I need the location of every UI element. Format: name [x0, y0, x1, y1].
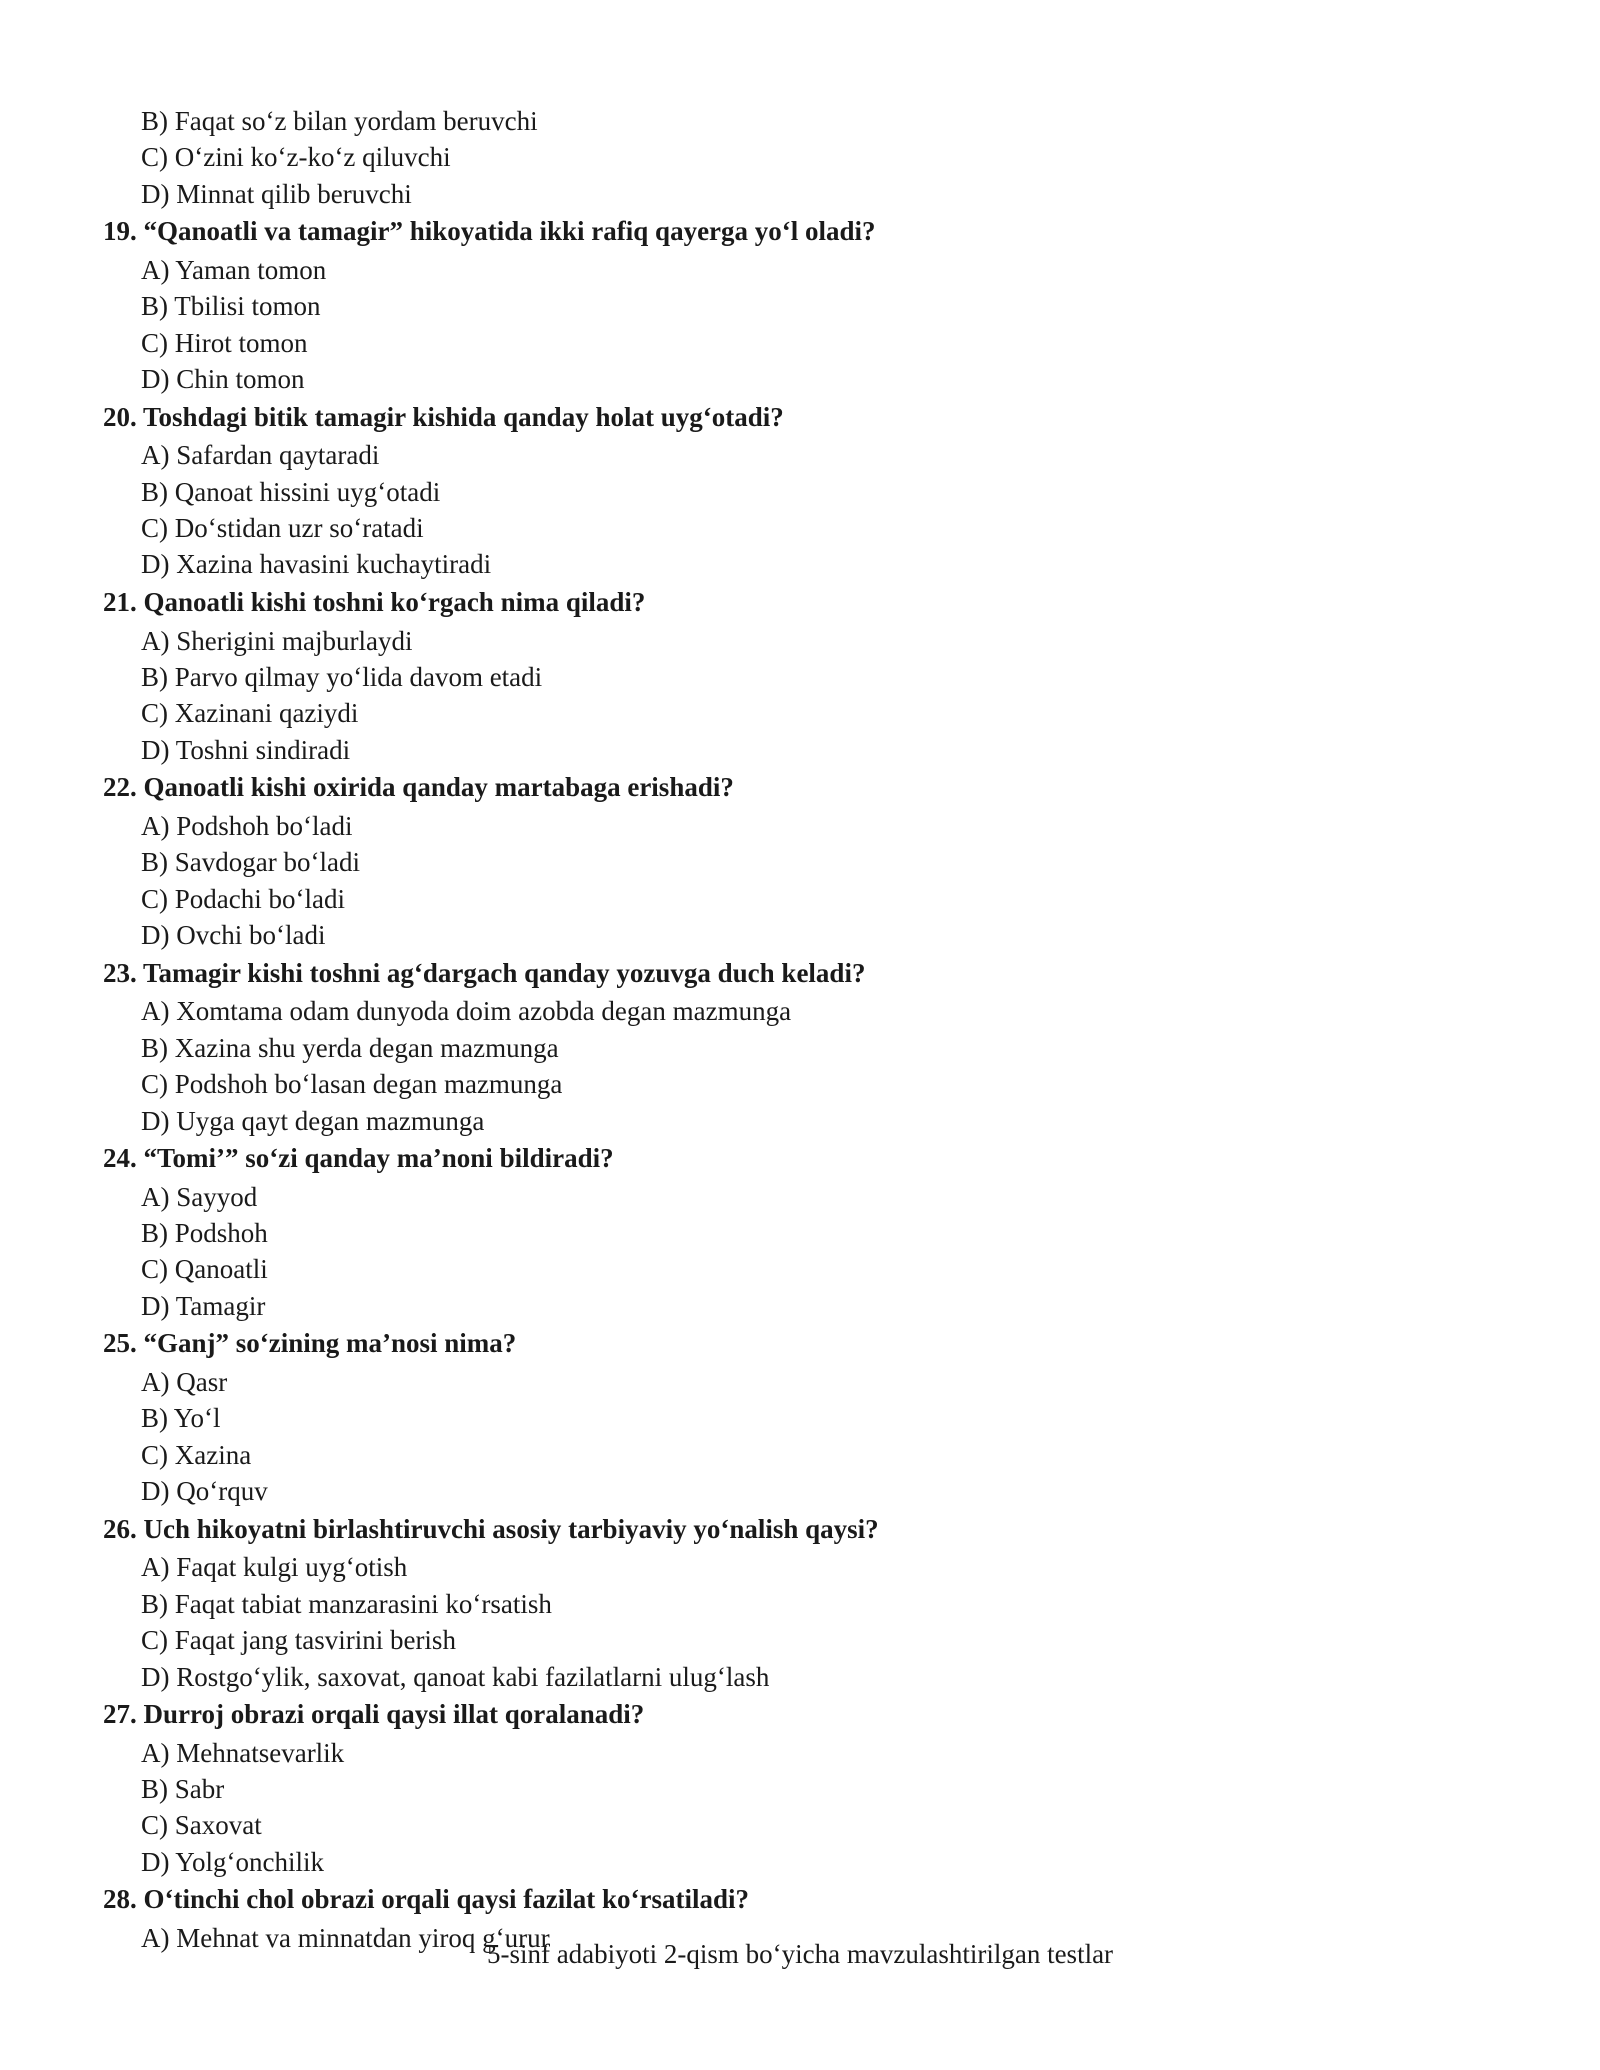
answer-option: D) Qo‘rquv: [141, 1476, 268, 1507]
question-number: 26.: [103, 1513, 137, 1544]
question-block: [103, 1696, 1523, 1880]
question-text: Qanoatli kishi oxirida qanday martabaga erishadi?: [143, 772, 734, 803]
question-number: 25.: [103, 1328, 137, 1359]
answer-option: D) Ovchi bo‘ladi: [141, 920, 326, 951]
question-text: Durroj obrazi orqali qaysi illat qoralanadi?: [143, 1698, 645, 1729]
question-heading: [103, 1881, 1523, 1917]
question-block: [103, 1140, 1523, 1324]
question-list: [103, 213, 1523, 1956]
answer-option: D) Chin tomon: [141, 364, 305, 395]
answer-option: B) Faqat so‘z bilan yordam beruvchi: [141, 106, 538, 136]
answer-option: B) Yo‘l: [141, 1403, 221, 1434]
question-text: Uch hikoyatni birlashtiruvchi asosiy tarbiyaviy yo‘nalish qaysi?: [143, 1513, 879, 1544]
answer-option: C) Podachi bo‘ladi: [141, 883, 345, 914]
answer-option: C) Hirot tomon: [141, 327, 308, 358]
answer-option: B) Xazina shu yerda degan mazmunga: [141, 1032, 559, 1063]
answer-option: A) Xomtama odam dunyoda doim azobda degan mazmunga: [141, 996, 792, 1027]
question-heading: [103, 399, 1523, 435]
question-text: Qanoatli kishi toshni ko‘rgach nima qiladi?: [143, 586, 646, 617]
answer-option: B) Sabr: [141, 1774, 225, 1805]
answer-option: A) Mehnatsevarlik: [141, 1737, 345, 1768]
answer-option: A) Yaman tomon: [141, 254, 327, 285]
question-block: [103, 769, 1523, 953]
question-heading: [103, 1696, 1523, 1732]
answer-option: B) Tbilisi tomon: [141, 291, 321, 322]
answer-option: D) Tamagir: [141, 1290, 266, 1321]
answer-option: A) Sayyod: [141, 1181, 258, 1212]
question-number: 28.: [103, 1884, 137, 1915]
answer-option: A) Qasr: [141, 1367, 228, 1398]
question-text: “Tomi’” so‘zi qanday ma’noni bildiradi?: [143, 1142, 614, 1173]
answer-option: D) Toshni sindiradi: [141, 734, 351, 765]
answer-option: B) Savdogar bo‘ladi: [141, 847, 360, 878]
answer-option: B) Qanoat hissini uyg‘otadi: [141, 476, 441, 507]
test-content: [103, 103, 1523, 1956]
answer-option: D) Yolg‘onchilik: [141, 1846, 325, 1877]
question-number: 23.: [103, 957, 137, 988]
answer-option: C) Podshoh bo‘lasan degan mazmunga: [141, 1069, 563, 1100]
question-heading: [103, 584, 1523, 620]
question-number: 20.: [103, 401, 137, 432]
question-heading: [103, 1325, 1523, 1361]
page-footer: 5-sinf adabiyoti 2-qism bo‘yicha mavzulashtirilgan testlar: [486, 1939, 1114, 1969]
question-heading: [103, 213, 1523, 249]
question-block: [103, 1511, 1523, 1695]
question-heading: [103, 955, 1523, 991]
answer-option: B) Parvo qilmay yo‘lida davom etadi: [141, 662, 543, 693]
answer-option: C) Xazinani qaziydi: [141, 698, 359, 729]
question-heading: [103, 769, 1523, 805]
answer-option: B) Podshoh: [141, 1218, 268, 1249]
question-block: [103, 1325, 1523, 1509]
question-block: [103, 213, 1523, 397]
question-text: “Qanoatli va tamagir” hikoyatida ikki rafiq qayerga yo‘l oladi?: [143, 216, 876, 247]
answer-option: C) Qanoatli: [141, 1254, 268, 1285]
answer-option: D) Rostgo‘ylik, saxovat, qanoat kabi fazilatlarni ulug‘lash: [141, 1661, 770, 1692]
question-heading: [103, 1511, 1523, 1547]
question-number: 22.: [103, 772, 137, 803]
answer-option: A) Sherigini majburlaydi: [141, 625, 413, 656]
question-heading: [103, 1140, 1523, 1176]
answer-option: B) Faqat tabiat manzarasini ko‘rsatish: [141, 1588, 552, 1619]
answer-option: A) Mehnat va minnatdan yiroq g‘urur: [141, 1923, 550, 1954]
question-text: Tamagir kishi toshni ag‘dargach qanday yozuvga duch keladi?: [143, 957, 866, 988]
question-number: 24.: [103, 1142, 137, 1173]
question-number: 21.: [103, 586, 137, 617]
question-text: Toshdagi bitik tamagir kishida qanday holat uyg‘otadi?: [143, 401, 784, 432]
question-number: 19.: [103, 216, 137, 247]
answer-option: D) Xazina havasini kuchaytiradi: [141, 549, 492, 580]
question-block: [103, 955, 1523, 1139]
question-text: “Ganj” so‘zining ma’nosi nima?: [143, 1328, 517, 1359]
question-text: O‘tinchi chol obrazi orqali qaysi fazilat ko‘rsatiladi?: [143, 1884, 750, 1915]
question-block: [103, 584, 1523, 768]
question-number: 27.: [103, 1698, 137, 1729]
answer-option: A) Safardan qaytaradi: [141, 440, 380, 471]
answer-option: C) Xazina: [141, 1439, 252, 1470]
question-block: [103, 399, 1523, 583]
answer-option: C) Faqat jang tasvirini berish: [141, 1625, 456, 1656]
answer-option: D) Minnat qilib beruvchi: [141, 178, 412, 209]
answer-option: D) Uyga qayt degan mazmunga: [141, 1105, 485, 1136]
leading-options: [103, 103, 1523, 212]
answer-option: A) Faqat kulgi uyg‘otish: [141, 1552, 408, 1583]
answer-option: C) Saxovat: [141, 1810, 262, 1841]
answer-option: C) Do‘stidan uzr so‘ratadi: [141, 513, 424, 544]
answer-option: C) O‘zini ko‘z-ko‘z qiluvchi: [141, 142, 451, 173]
answer-option: A) Podshoh bo‘ladi: [141, 810, 353, 841]
